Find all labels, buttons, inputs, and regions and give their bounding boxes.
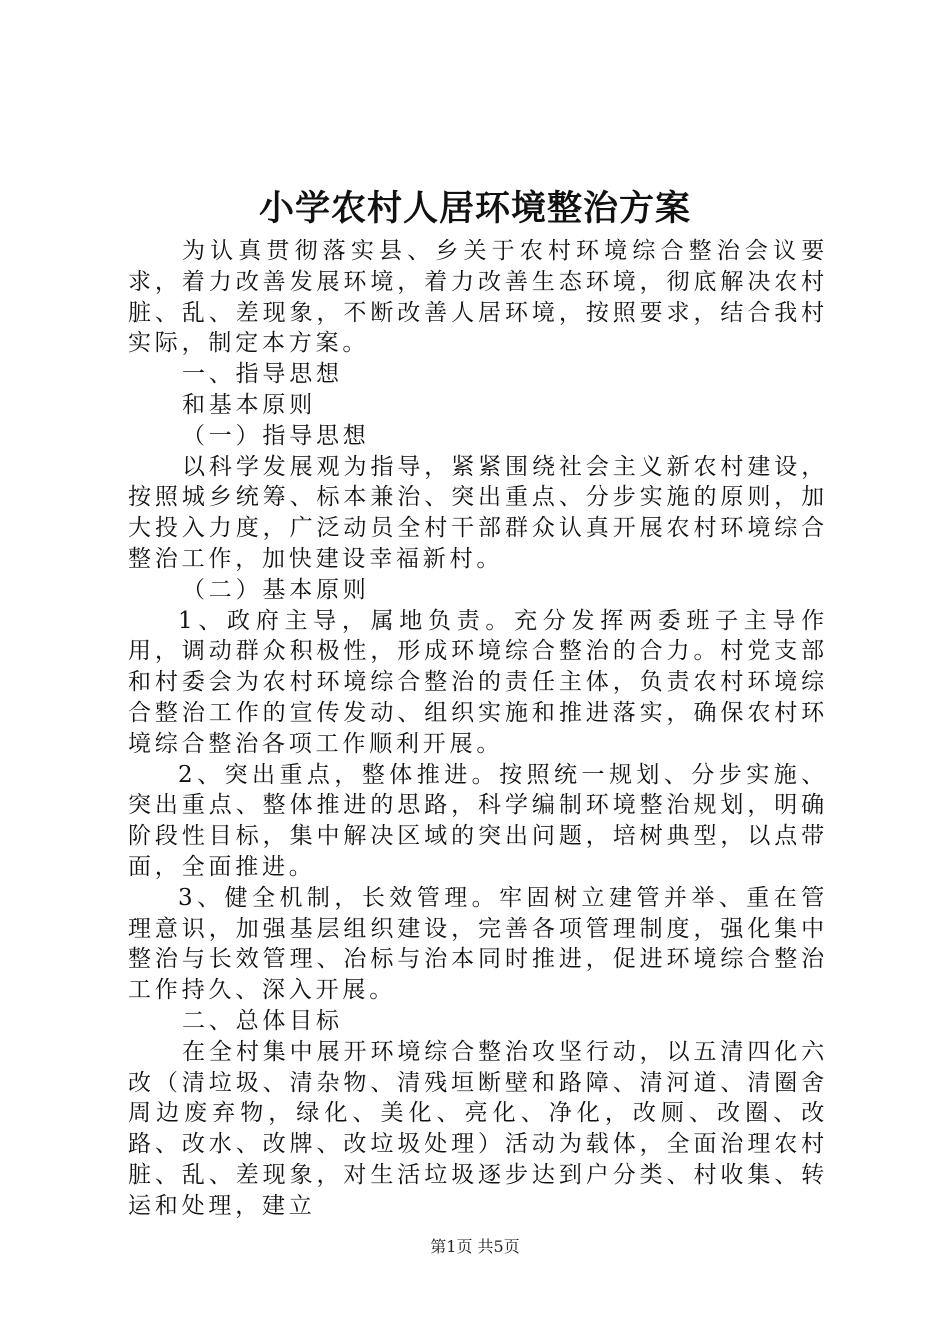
heading-basic-principles: 和基本原则 <box>182 391 316 418</box>
page-number: 第1页 共5页 <box>430 1237 520 1256</box>
subheading-guiding-ideology: （一）指导思想 <box>182 422 370 449</box>
paragraph-principle-2: 2、突出重点，整体推进。按照统一规划、分步实施、突出重点、整体推进的思路，科学编制环境整治规划，明确阶段性目标，集中解决区域的突出问题，培树典型，以点带面，全面推进。 <box>128 761 828 880</box>
paragraph-overall-goals: 在全村集中展开环境综合整治攻坚行动，以五清四化六改（清垃圾、清杂物、清残垣断壁和路障、清河道、清圈舍周边废弃物，绿化、美化、亮化、净化，改厕、改圈、改路、改水、改牌、改垃圾处理）活动为载体，全面治理农村脏、乱、差现象，对生活垃圾逐步达到户分类、村收集、转运和处理，建立 <box>128 1038 828 1219</box>
heading-guiding-ideology: 一、指导思想 <box>182 361 343 388</box>
document-title: 小学农村人居环境整治方案 <box>258 188 691 229</box>
paragraph-intro: 为认真贯彻落实县、乡关于农村环境综合整治会议要求，着力改善发展环境，着力改善生态环境，彻底解决农村脏、乱、差现象，不断改善人居环境，按照要求，结合我村实际，制定本方案。 <box>128 238 828 357</box>
document-body <box>128 236 828 1222</box>
paragraph-principle-3: 3、健全机制，长效管理。牢固树立建管并举、重在管理意识，加强基层组织建设，完善各项管理制度，强化集中整治与长效管理、冶标与治本同时推进，促进环境综合整治工作持久、深入开展。 <box>128 884 828 1004</box>
subheading-basic-principles: （二）基本原则 <box>182 576 370 603</box>
paragraph-principle-1: 1、政府主导，属地负责。充分发挥两委班子主导作用，调动群众积极性，形成环境综合整治的合力。村党支部和村委会为农村环境综合整治的责任主体，负责农村环境综合整治工作的宣传发动、组织实施和推进落实，确保农村环境综合整治各项工作顺利开展。 <box>128 607 828 757</box>
heading-overall-goals: 二、总体目标 <box>182 1007 343 1034</box>
paragraph-guiding-ideology: 以科学发展观为指导，紧紧围绕社会主义新农村建设，按照城乡统筹、标本兼治、突出重点、分步实施的原则，加大投入力度，广泛动员全村干部群众认真开展农村环境综合整治工作，加快建设幸福新村。 <box>128 453 828 572</box>
